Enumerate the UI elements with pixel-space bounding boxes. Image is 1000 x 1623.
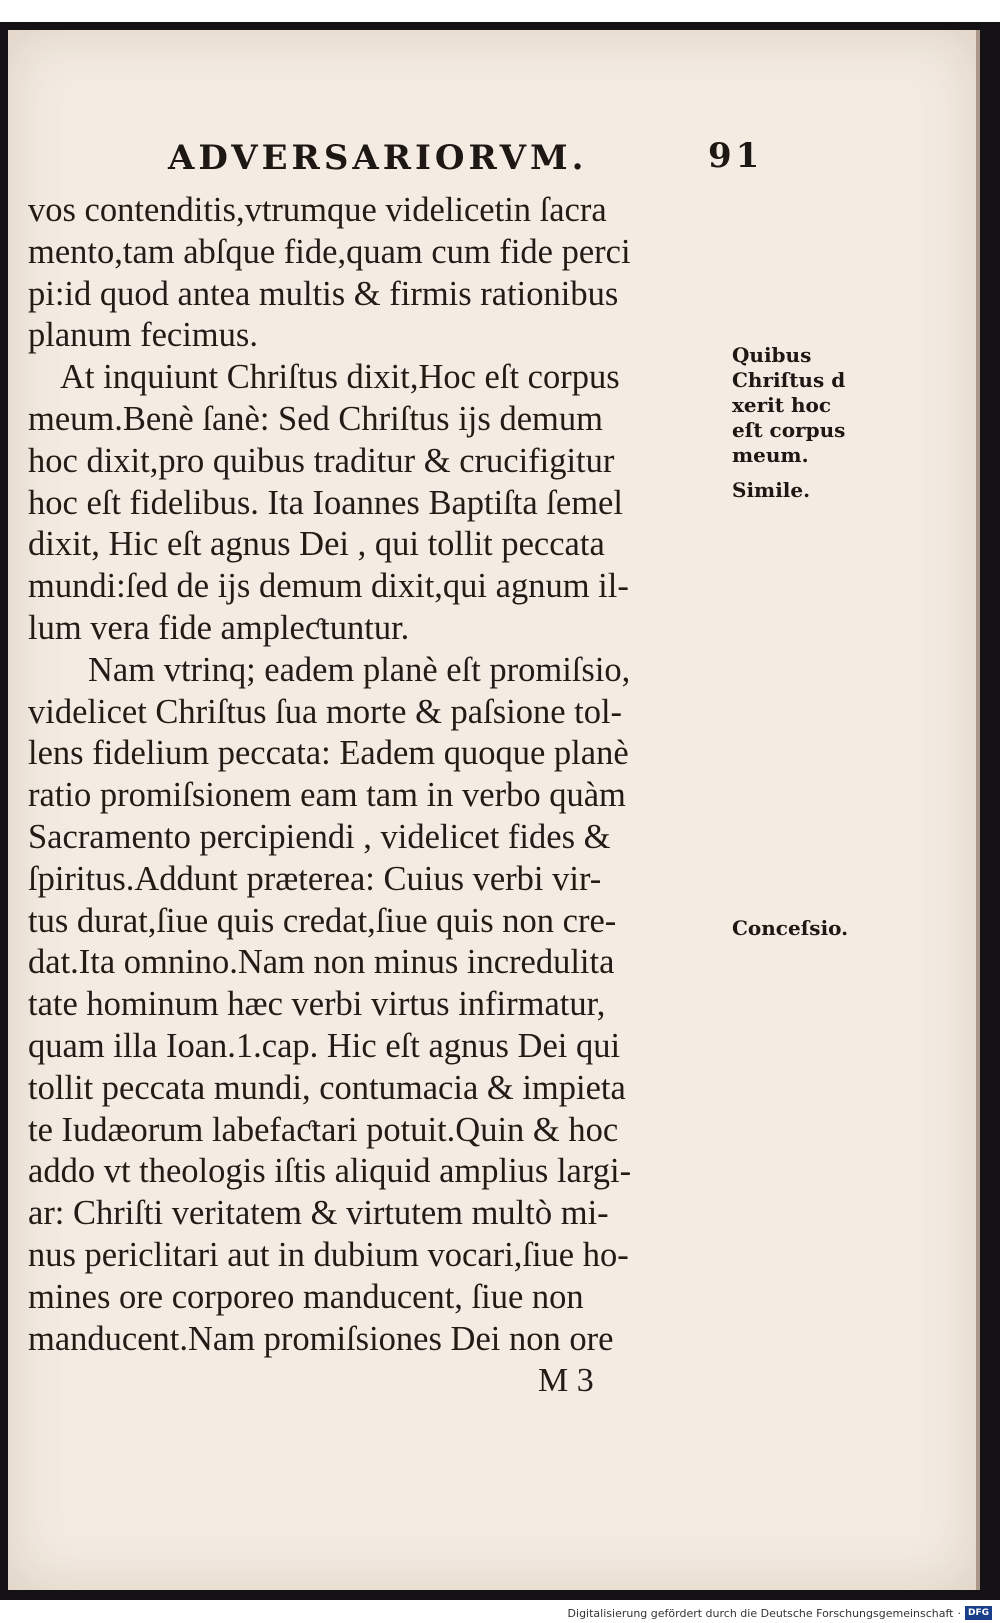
text-line: At inquiunt Chriſtus dixit,Hoc eſt corpus (60, 358, 620, 397)
text-line: mento,tam abſque fide,quam cum fide perci (28, 232, 631, 271)
page-number: 91 (708, 136, 764, 176)
text-line: mundi:ſed de ijs demum dixit,qui agnum il- (28, 567, 629, 606)
text-line: lens fidelium peccata: Eadem quoque planè (28, 734, 629, 773)
marginal-line: Quibus (732, 343, 812, 367)
text-line: nus periclitari aut in dubium vocari,ſiue ho- (28, 1235, 629, 1274)
marginal-line: Conceſsio. (732, 916, 849, 940)
text-line: Sacramento percipiendi , videlicet fides & (28, 817, 611, 856)
text-line: hoc eſt fidelibus. Ita Ioannes Baptiſta ſemel (28, 483, 623, 522)
text-line: meum.Benè ſanè: Sed Chriſtus ijs demum (28, 399, 603, 438)
marginal-note-simile (732, 478, 872, 503)
marginal-line: Chriſtus d (732, 368, 846, 392)
text-line: hoc dixit,pro quibus traditur & crucifigitur (28, 441, 615, 480)
marginal-note-quibus (732, 343, 872, 468)
text-line: ar: Chriſti veritatem & virtutem multò mi- (28, 1194, 609, 1233)
text-line: tollit peccata mundi, contumacia & impieta (28, 1068, 626, 1107)
text-line: manducent.Nam promiſsiones Dei non ore (28, 1319, 614, 1358)
text-line: vos contenditis,vtrumque videlicetin ſacra (28, 191, 607, 229)
footer-text: Digitalisierung gefördert durch die Deutsche Forschungsgemeinschaft (567, 1606, 954, 1620)
text-line: mines ore corporeo manducent, ſiue non (28, 1277, 584, 1316)
marginal-line: Simile. (732, 478, 811, 502)
text-line: pi:id quod antea multis & firmis rationibus (28, 274, 619, 313)
text-line: dat.Ita omnino.Nam non minus incredulita (28, 943, 615, 982)
text-line: addo vt theologis iſtis aliquid amplius largi- (28, 1152, 632, 1191)
text-line: dixit, Hic eſt agnus Dei , qui tollit peccata (28, 525, 605, 564)
text-line: quam illa Ioan.1.cap. Hic eſt agnus Dei qui (28, 1026, 621, 1065)
text-line: Nam vtrinq; eadem planè eſt promiſsio, (88, 650, 631, 689)
book-page (8, 30, 980, 1590)
text-line: ſpiritus.Addunt præterea: Cuius verbi vir- (28, 859, 602, 898)
text-line: tate hominum hæc verbi virtus infirmatur, (28, 985, 606, 1024)
text-line: te Iudæorum labefaƈtari potuit.Quin & hoc (28, 1110, 619, 1149)
marginal-line: eſt corpus (732, 418, 846, 442)
marginal-line: meum. (732, 443, 809, 467)
digitization-footer: Digitalisierung gefördert durch die Deutsche Forschungsgemeinschaft · DFG (568, 1604, 992, 1622)
body-text (28, 190, 758, 1360)
signature-mark: M 3 (538, 1362, 594, 1399)
text-line: ratio promiſsionem eam tam in verbo quàm (28, 776, 626, 815)
text-line: planum fecimus. (28, 316, 258, 355)
text-line: videlicet Chriſtus ſua morte & paſsione tol- (28, 692, 623, 731)
text-line: lum vera fide ampleƈtuntur. (28, 608, 410, 647)
running-title: ADVERSARIORVM. (168, 138, 588, 178)
running-head (168, 130, 768, 190)
marginal-note-concessio (732, 916, 872, 941)
dfg-logo: DFG (965, 1606, 992, 1620)
text-line: tus durat,ſiue quis credat,ſiue quis non cre- (28, 901, 617, 940)
marginal-line: xerit hoc (732, 393, 832, 417)
